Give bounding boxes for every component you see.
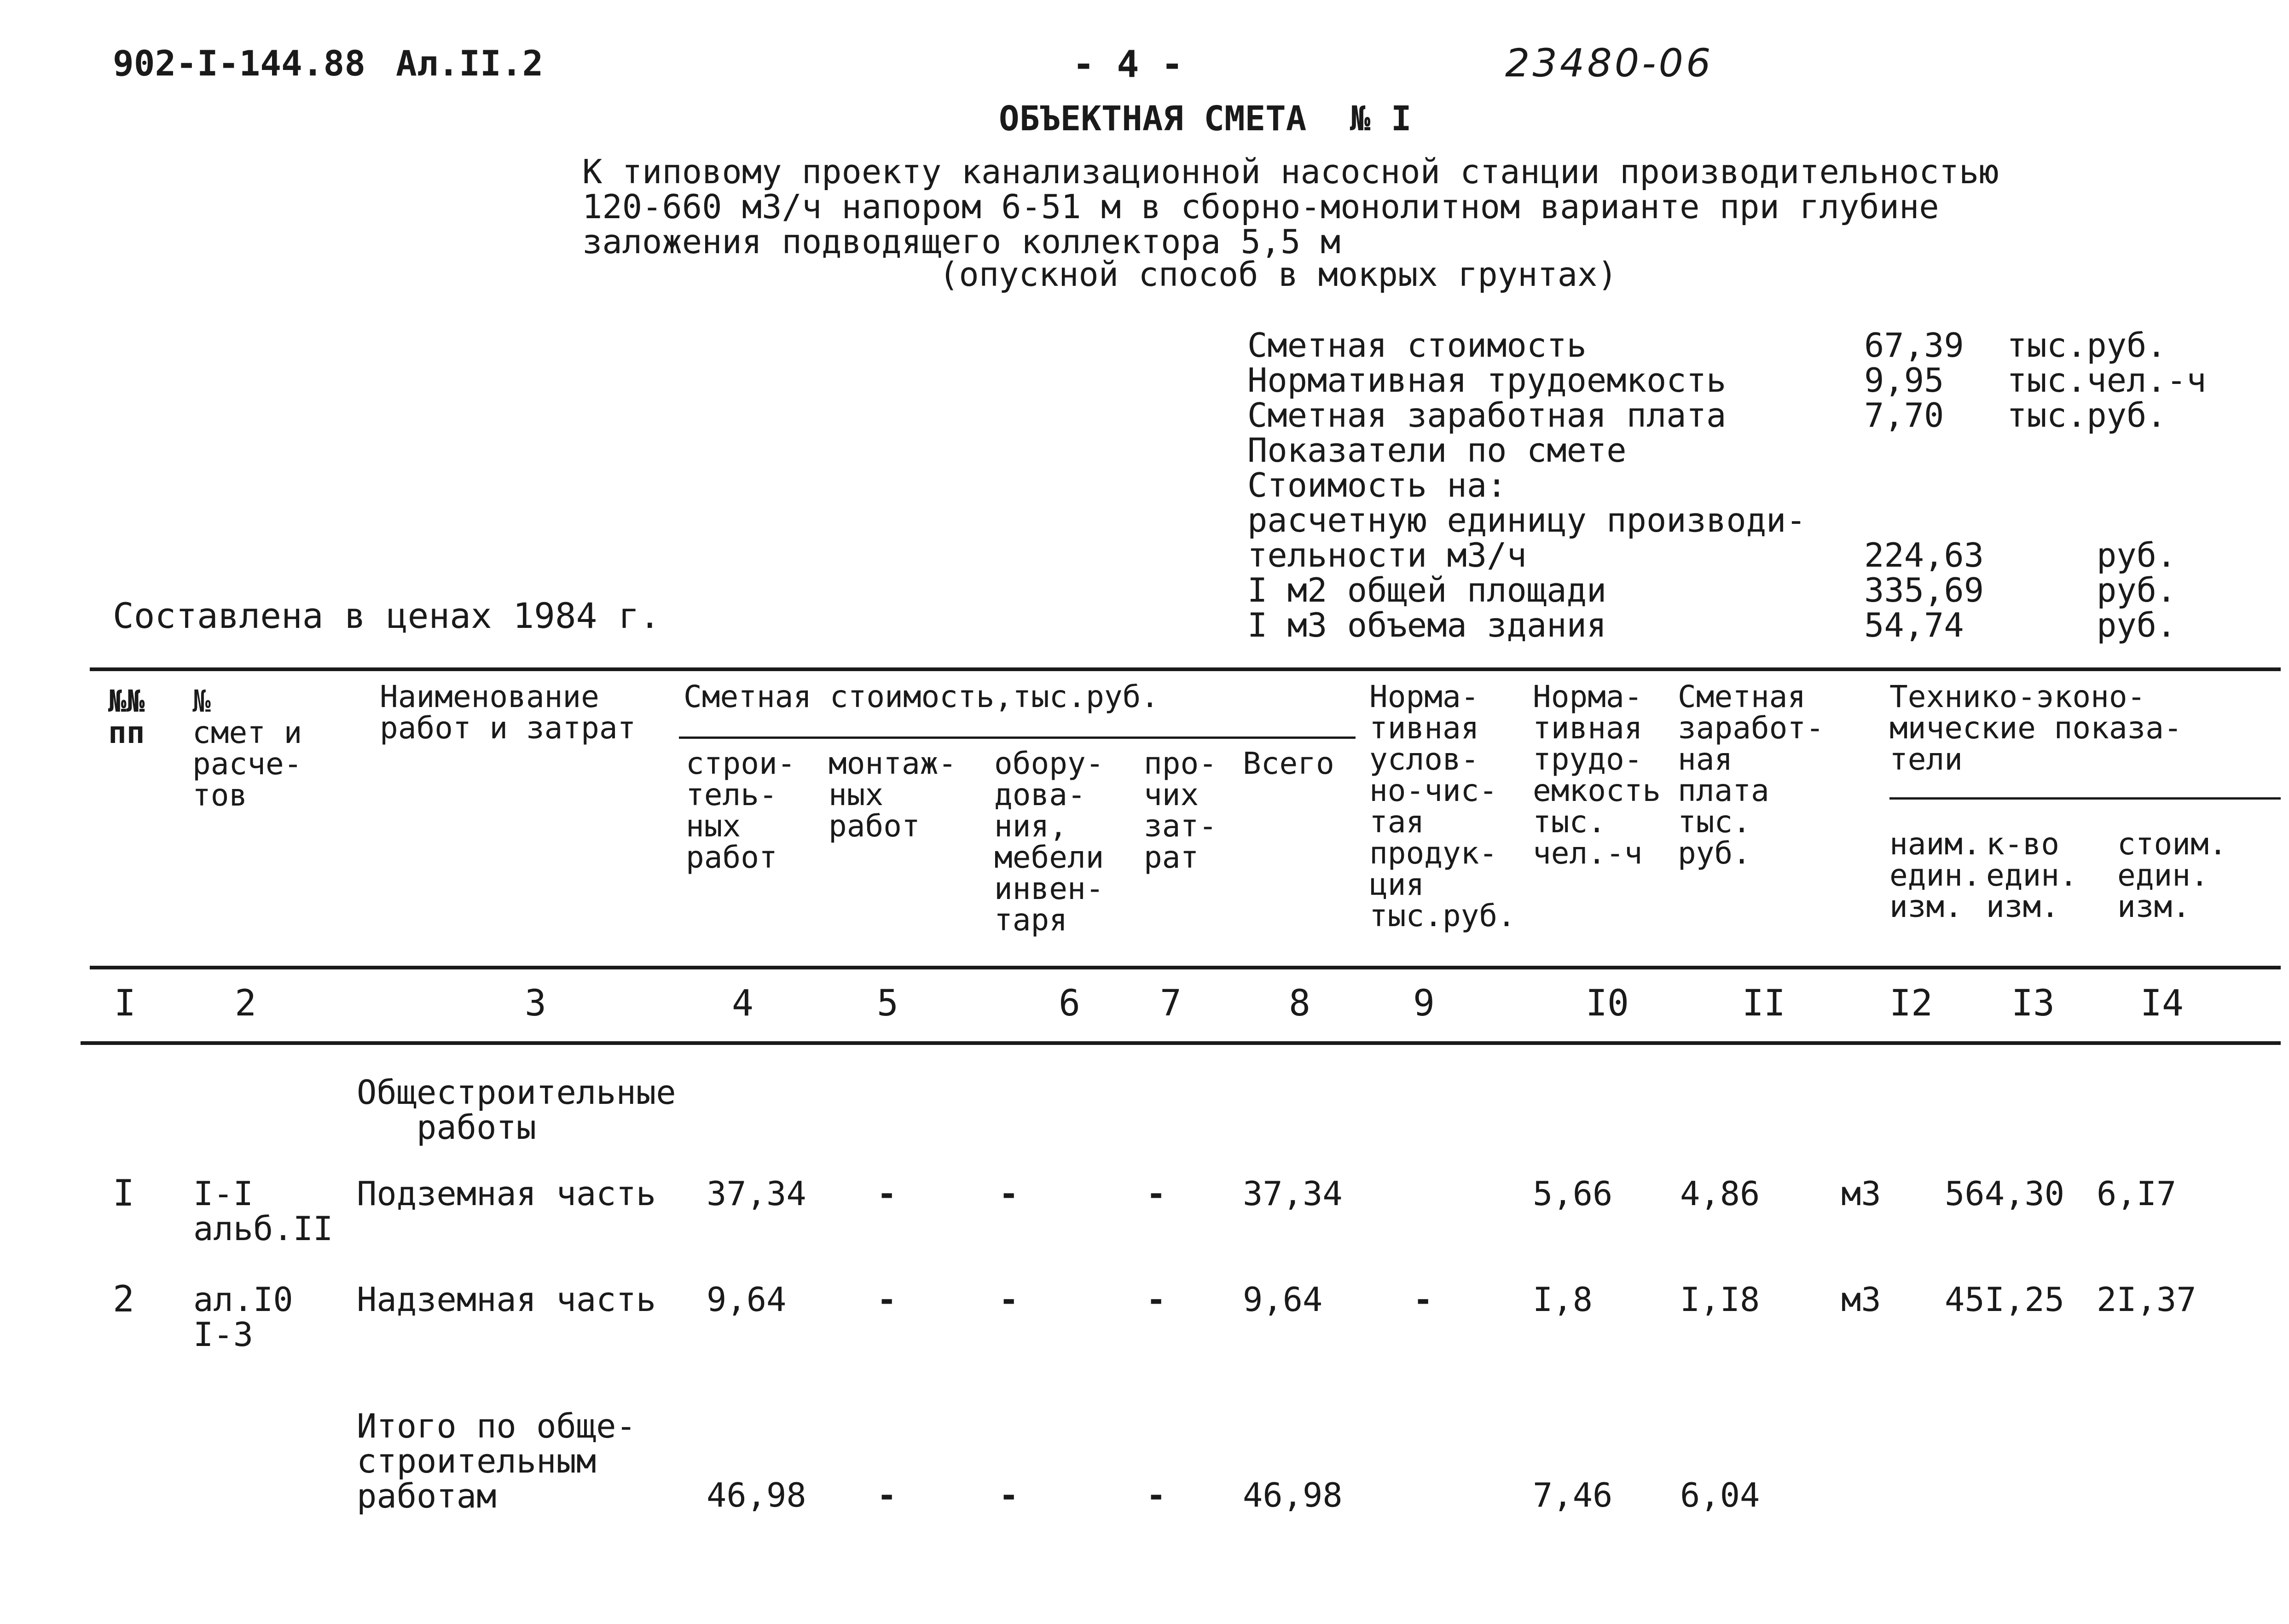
estimate-heading	[999, 99, 1412, 139]
header-construction: строи- тель- ных работ	[686, 746, 796, 875]
numbers-bottom-rule	[81, 1041, 2281, 1045]
column-number-9: 9	[1413, 983, 1435, 1024]
column-number-3: 3	[525, 983, 546, 1024]
handwritten-number: 23480-06	[1505, 41, 1714, 86]
summary-unit-wages: тыс.руб.	[2007, 396, 2167, 435]
unit-value-area: 335,69	[1864, 571, 1984, 609]
row1-construction: 37,34	[707, 1174, 806, 1213]
header-unit-qty: к-во един. изм.	[1986, 826, 2078, 924]
header-estimate-ref: № смет и расче- тов	[192, 684, 302, 813]
page-number: - 4 -	[1072, 43, 1183, 86]
row2-unit-cost: 2I,37	[2097, 1280, 2196, 1319]
row1-installation: -	[877, 1174, 897, 1213]
column-number-5: 5	[877, 983, 898, 1024]
row1-equipment: -	[999, 1174, 1019, 1213]
total-construction: 46,98	[707, 1476, 806, 1514]
table-top-rule	[90, 667, 2281, 671]
document-code: 902-I-144.88	[113, 43, 366, 84]
row1-wages: 4,86	[1680, 1174, 1760, 1213]
estimate-number: № I	[1350, 99, 1412, 139]
row2-other: -	[1146, 1280, 1166, 1319]
column-number-2: 2	[235, 983, 256, 1024]
unit-value-volume: 54,74	[1864, 606, 1964, 644]
header-wages: Сметная заработ- ная плата тыс. руб.	[1678, 679, 1824, 871]
column-number-13: I3	[2011, 983, 2055, 1024]
indicators-label: Показатели по смете	[1247, 431, 1627, 470]
column-number-7: 7	[1160, 983, 1182, 1024]
header-equipment: обору- дова- ния, мебели инвен- таря	[994, 746, 1104, 938]
total-sum: 46,98	[1243, 1476, 1343, 1514]
row1-unit-name: м3	[1841, 1174, 1881, 1213]
column-number-12: I2	[1889, 983, 1933, 1024]
summary-label-labor: Нормативная трудоемкость	[1247, 361, 1727, 400]
column-number-14: I4	[2140, 983, 2184, 1024]
row1-other: -	[1146, 1174, 1166, 1213]
unit-label-area: I м2 общей площади	[1247, 571, 1607, 609]
header-other: про- чих зат- рат	[1144, 746, 1217, 875]
summary-unit-labor: тыс.чел.-ч	[2007, 361, 2207, 400]
column-number-8: 8	[1289, 983, 1310, 1024]
cost-on-label: Стоимость на:	[1247, 466, 1507, 505]
description-line-2: 120-660 м3/ч напором 6-51 м в сборно-монолитном варианте при глубине	[582, 187, 1939, 226]
project-description	[582, 154, 1999, 259]
construction-method: (опускной способ в мокрых грунтах)	[939, 255, 1617, 294]
unit-label-volume: I м3 объема здания	[1247, 606, 1607, 644]
unit-unit-area: руб.	[2097, 571, 2177, 609]
header-labor-intensity: Норма- тивная трудо- емкость тыс. чел.-ч	[1533, 679, 1661, 871]
summary-value-labor: 9,95	[1864, 361, 1944, 400]
row2-construction: 9,64	[707, 1280, 787, 1319]
unit-label-capacity-2: тельности м3/ч	[1247, 536, 1527, 574]
row1-number: I	[113, 1173, 134, 1214]
row2-net-production: -	[1413, 1280, 1433, 1319]
total-wages: 6,04	[1680, 1476, 1760, 1514]
total-label: Итого по обще- строительным работам	[357, 1407, 636, 1515]
estimate-heading-text: ОБЪЕКТНАЯ СМЕТА	[999, 99, 1307, 139]
row2-wages: I,I8	[1680, 1280, 1760, 1319]
column-number-4: 4	[732, 983, 753, 1024]
row1-name: Подземная часть	[357, 1174, 656, 1213]
header-tech-group: Технико-эконо- мические показа- тели	[1889, 679, 2182, 777]
row2-labor: I,8	[1533, 1280, 1593, 1319]
section-title: Общестроительные работы	[357, 1073, 676, 1147]
header-cost-group: Сметная стоимость,тыс.руб.	[684, 679, 1159, 714]
summary-labels	[1247, 328, 1806, 643]
header-unit-cost: стоим. един. изм.	[2117, 826, 2227, 924]
row2-unit-name: м3	[1841, 1280, 1881, 1319]
unit-label-capacity-1: расчетную единицу производи-	[1247, 501, 1806, 539]
row2-number: 2	[113, 1279, 134, 1320]
row2-estimate-ref: ал.I0 I-3	[193, 1280, 293, 1354]
album-reference: Ал.II.2	[396, 43, 544, 84]
column-number-1: I	[114, 983, 136, 1024]
total-other: -	[1146, 1476, 1166, 1514]
header-net-production: Норма- тивная услов- но-чис- тая продук- ция тыс.руб.	[1369, 679, 1516, 934]
total-installation: -	[877, 1476, 897, 1514]
description-line-3: заложения подводящего коллектора 5,5 м	[582, 222, 1341, 261]
row2-name: Надземная часть	[357, 1280, 656, 1319]
row1-estimate-ref: I-I альб.II	[193, 1174, 333, 1248]
summary-label-wages: Сметная заработная плата	[1247, 396, 1727, 435]
unit-unit-volume: руб.	[2097, 606, 2177, 644]
cost-group-rule	[679, 737, 1356, 739]
row2-total: 9,64	[1243, 1280, 1323, 1319]
column-number-11: II	[1742, 983, 1785, 1024]
summary-value-cost: 67,39	[1864, 326, 1964, 365]
header-installation: монтаж- ных работ	[829, 746, 957, 844]
header-bottom-rule	[90, 966, 2281, 969]
row2-installation: -	[877, 1280, 897, 1319]
column-number-10: I0	[1586, 983, 1629, 1024]
tech-group-rule	[1889, 797, 2281, 800]
header-unit-name: наим. един. изм.	[1889, 826, 1981, 924]
row1-unit-qty: 564,30	[1945, 1174, 2065, 1213]
summary-label-cost: Сметная стоимость	[1247, 326, 1587, 365]
row1-labor: 5,66	[1533, 1174, 1613, 1213]
unit-unit-capacity: руб.	[2097, 536, 2177, 574]
row1-total: 37,34	[1243, 1174, 1343, 1213]
unit-value-capacity: 224,63	[1864, 536, 1984, 574]
row2-unit-qty: 45I,25	[1945, 1280, 2065, 1319]
column-number-6: 6	[1059, 983, 1080, 1024]
prices-note: Составлена в ценах 1984 г.	[113, 595, 661, 636]
header-work-name: Наименование работ и затрат	[380, 679, 636, 746]
total-labor: 7,46	[1533, 1476, 1613, 1514]
header-total: Всего	[1243, 746, 1334, 781]
header-row-number: №№ пп	[108, 684, 145, 750]
row2-equipment: -	[999, 1280, 1019, 1319]
summary-value-wages: 7,70	[1864, 396, 1944, 435]
total-equipment: -	[999, 1476, 1019, 1514]
summary-unit-cost: тыс.руб.	[2007, 326, 2167, 365]
description-line-1: К типовому проекту канализационной насосной станции производительностью	[582, 152, 1999, 191]
row1-unit-cost: 6,I7	[2097, 1174, 2177, 1213]
